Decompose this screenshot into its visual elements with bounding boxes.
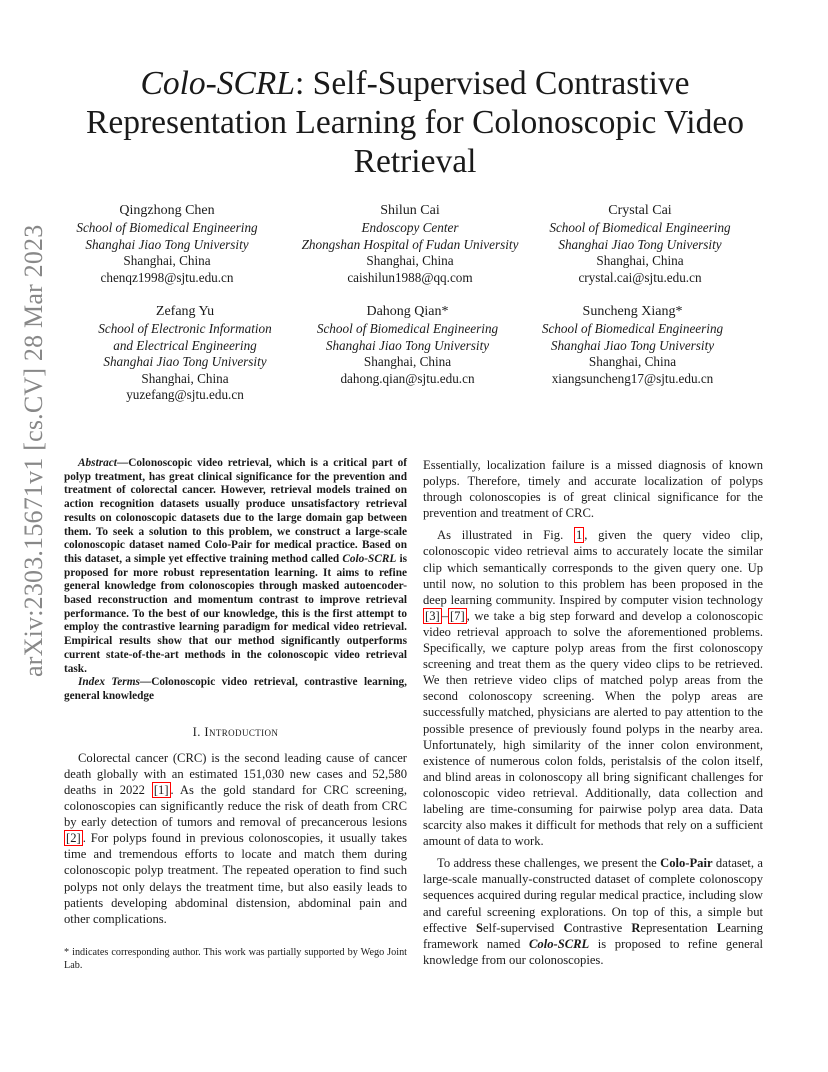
citation-link[interactable]: [2] (66, 831, 81, 846)
abstract-text-cont: is proposed for more robust representation learning. It aims to refine general knowledge from colonoscopies through masked autoencoder-based reconstruction and momentum contrast to improve retrieval performance. To the best of our knowledge, this is the first attempt to employ the contrastive learning paradigm for medical video retrieval. Empirical results show that our method significantly outperforms current state-of-the-art methods in the colonoscopic video retrieval task. (64, 552, 407, 675)
author-name: Crystal Cai (608, 203, 672, 218)
arxiv-identifier-text: arXiv:2303.15671v1 [cs.CV] 28 Mar 2023 (19, 224, 48, 677)
author-affiliation: School of Biomedical Engineering (316, 321, 499, 336)
acronym-letter: C (563, 920, 573, 935)
dataset-name: Colo-Pair (660, 856, 713, 871)
author-name: Dahong Qian* (366, 304, 449, 319)
author-block (305, 303, 510, 387)
author-location: Shanghai, China (363, 354, 452, 369)
author-affiliation: Zhongshan Hospital of Fudan University (301, 236, 519, 252)
author-block (90, 303, 280, 404)
body-text: , we take a big step forward and develop a colonoscopic video retrieval approach to solve the aforementioned problems. Specifically, we capture polyp areas from the first colonoscopy screening and treat them as the query video clips to be retrieved. We then retrieve video clips of matched polyp areas from the second colonoscopy screening. When the polyp areas are successfully matched, physicians are alerted to pay attention to the possible presence of previously found polyps in the nearby area. Unfortunately, high similarity of the inner colon environment, existence of numerous colon folds, peristalsis of the colon itself, and blind areas in colonoscopy all bring significant challenges for colonoscopic video retrieval. Additionally, data collection and labeling are time-consuming for pairwise polyp area data. Data scarcity also makes it difficult for methods that rely on a sufficient amount of data to work. (423, 608, 763, 849)
title-line-2: Representation Learning for Colonoscopic Video (86, 104, 744, 141)
body-text: As illustrated in Fig. (437, 528, 574, 543)
intro-text: . For polyps found in previous colonoscopies, it usually takes time and tremendous efforts to locate and match them during colonoscopic polyp treatment. The repeated operation to find such polyps not only delays the treatment time, but also easily leads to patients developing abdominal distension, abdominal pain and other complications. (64, 831, 407, 926)
body-text: elf-supervised (482, 920, 564, 935)
left-column (64, 457, 407, 927)
author-name: Shilun Cai (380, 203, 440, 218)
author-affiliation: Endoscopy Center (361, 220, 459, 235)
index-terms (64, 676, 407, 703)
body-text: To address these challenges, we present the (437, 856, 661, 871)
citation-link[interactable]: [7] (449, 608, 465, 623)
author-affiliation: Shanghai Jiao Tong University (550, 337, 715, 353)
title-line-1 (60, 64, 770, 103)
author-affiliation: Shanghai Jiao Tong University (558, 236, 722, 252)
author-location: Shanghai, China (596, 253, 684, 268)
author-block (530, 303, 735, 387)
index-terms-label: Index Terms (78, 676, 140, 689)
paper-title (60, 64, 770, 181)
method-name: Colo-SCRL (529, 936, 590, 951)
section-heading: I. Introduction (192, 724, 279, 739)
author-email: caishilun1988@qq.com (347, 269, 473, 285)
footnote: * indicates corresponding author. This work was partially supported by Wego Joint Lab. (64, 947, 407, 971)
abstract-label: Abstract (78, 457, 117, 469)
author-affiliation: School of Biomedical Engineering (76, 220, 258, 235)
author-block (290, 202, 530, 286)
body-paragraph (423, 855, 763, 968)
body-text: epresentation (640, 920, 717, 935)
body-text: ontrastive (572, 920, 632, 935)
acronym-letter: L (716, 920, 726, 935)
citation-link[interactable]: [1] (153, 782, 169, 797)
author-affiliation: Shanghai Jiao Tong University (325, 337, 490, 353)
right-column (423, 457, 763, 968)
author-email: yuzefang@sjtu.edu.cn (126, 387, 244, 402)
author-location: Shanghai, China (366, 253, 454, 268)
author-location: Shanghai, China (141, 370, 229, 386)
body-text: , given the query video clip, colonoscopic video retrieval aims to accurately locate the similar clip which semantically corresponds to the given query one. Up until now, no solution to this problem has been proposed in the deep learning community. Inspired by computer vision technology (423, 528, 763, 607)
abstract-text: —Colonoscopic video retrieval, which is a critical part of polyp treatment, has great clinical significance for the prevention and treatment of colorectal cancer. However, retrieval models trained on action recognition datasets usually produce unsatisfactory retrieval results on colonoscopic datasets due to the large domain gap between them. To seek a solution to this problem, we construct a large-scale colonoscopic dataset named Colo-Pair for medical practice. Based on this dataset, a simple yet effective training method called (64, 457, 407, 565)
title-line-3: Retrieval (353, 143, 477, 180)
author-name: Qingzhong Chen (119, 203, 215, 218)
body-paragraph (423, 527, 763, 849)
author-email: dahong.qian@sjtu.edu.cn (340, 370, 475, 386)
author-email: chenqz1998@sjtu.edu.cn (100, 269, 234, 285)
author-location: Shanghai, China (588, 354, 677, 369)
abstract (64, 457, 407, 676)
body-text: – (441, 608, 448, 623)
arxiv-identifier (19, 224, 48, 677)
intro-paragraph (64, 750, 407, 927)
author-affiliation: School of Electronic Information (98, 321, 272, 336)
intro-text: . As the gold standard for CRC screening, colonoscopies can significantly reduce the risk of death from CRC by early detection of tumors and removal of precancerous lesions (64, 782, 407, 830)
author-affiliation: Shanghai Jiao Tong University (85, 236, 249, 252)
intro-text: Colorectal cancer (CRC) is the second leading cause of cancer death globally with an estimated 151,030 new cases and 52,580 deaths in 2022 (64, 750, 407, 797)
author-block (72, 202, 262, 286)
author-block (540, 202, 740, 286)
author-affiliation: and Electrical Engineering (113, 337, 257, 353)
body-text: dataset, a large-scale manually-constructed dataset of complete colonoscopy sequences acquired during regular medical practice, including slow and careful screening explorations. On top of this, a simple but effective (423, 856, 764, 935)
author-affiliation: School of Biomedical Engineering (541, 321, 724, 336)
author-affiliation: Shanghai Jiao Tong University (103, 354, 267, 369)
body-paragraph: Essentially, localization failure is a missed diagnosis of known polyps. Therefore, timely and accurate localization of polyps through colonoscopies is of great clinical significance for the prevention and treatment of CRC. (423, 458, 763, 521)
acronym-letter: R (631, 920, 641, 935)
title-line-1-rest: : Self-Supervised Contrastive (295, 65, 690, 102)
author-affiliation: School of Biomedical Engineering (549, 220, 731, 235)
body-text: is proposed to refine general knowledge from our colonoscopies. (423, 936, 763, 967)
title-method-name: Colo-SCRL (140, 65, 295, 102)
author-email: crystal.cai@sjtu.edu.cn (578, 269, 702, 285)
author-location: Shanghai, China (123, 253, 211, 268)
author-name: Suncheng Xiang* (582, 304, 683, 319)
author-email: xiangsuncheng17@sjtu.edu.cn (551, 370, 714, 386)
body-text: earning framework named (423, 920, 763, 951)
author-name: Zefang Yu (155, 304, 215, 319)
acronym-letter: S (475, 920, 483, 935)
abstract-method-name: Colo-SCRL (342, 552, 397, 565)
citation-link[interactable]: [3] (425, 608, 440, 623)
figure-link[interactable]: 1 (575, 528, 583, 543)
index-terms-text: —Colonoscopic video retrieval, contrastive learning, general knowledge (64, 676, 407, 702)
